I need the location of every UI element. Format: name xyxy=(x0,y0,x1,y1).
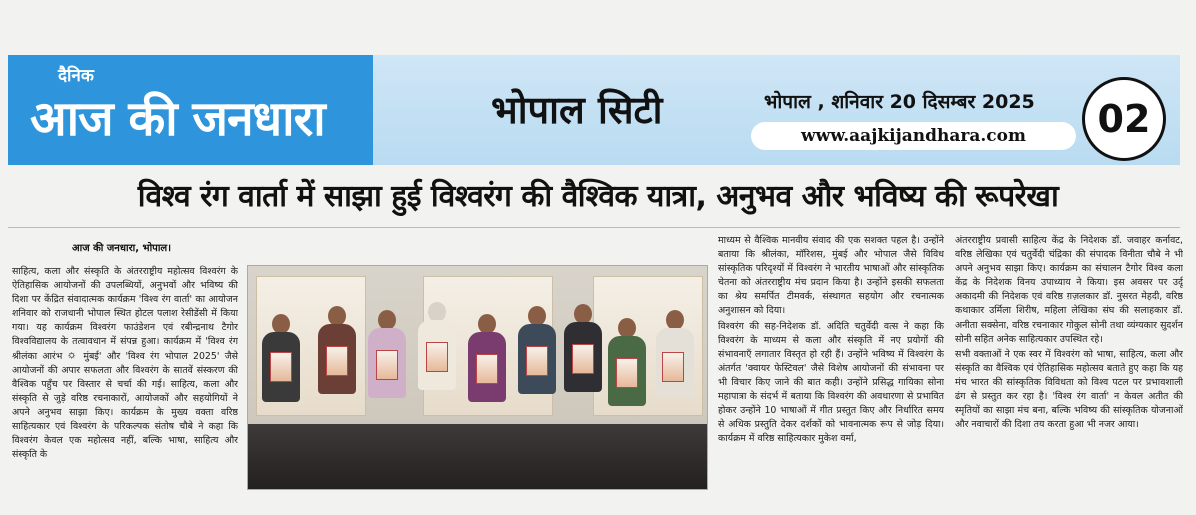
article-column-right xyxy=(955,234,1183,494)
book-cover xyxy=(426,342,448,372)
paragraph: साहित्य, कला और संस्कृति के अंतरराष्ट्रीय महोत्सव विश्वरंग के ऐतिहासिक आयोजनों की उपलब्धियों, अनुभवों और भविष्य की दिशा पर केंद्रित संवादात्मक कार्यक्रम 'विश्व रंग वार्ता' का आयोजन शनिवार को राजधानी भोपाल स्थित होटल पलाश रेसीडेंसी में किया गया। यह कार्यक्रम विश्वरंग फाउंडेशन एवं रबीन्द्रनाथ टैगोर विश्वविद्यालय के तत्वावधान में संपन्न हुआ। कार्यक्रम में 'विश्व रंग श्रीलंका आरंभ 🌣 मुंबई' और 'विश्व रंग भोपाल 2025' जैसे आयोजनों की अपार सफलता और विश्वरंग के सातवें संस्करण की वैश्विक पहुँच पर विस्तार से चर्चा की गई। साहित्य, कला और संस्कृति से जुड़े वरिष्ठ रचनाकारों, आयोजकों और सहयोगियों ने अपने अनुभव साझा किए। कार्यक्रम के मुख्य वक्ता वरिष्ठ साहित्यकार एवं विश्वरंग के परिकल्पक संतोष चौबे ने कहा कि विश्वरंग केवल एक महोत्सव नहीं, बल्कि भाषा, साहित्य और संस्कृति के xyxy=(12,266,238,461)
brand-name: आज की जनधारा xyxy=(30,91,325,147)
brand-daily-label: दैनिक xyxy=(58,66,94,86)
headline: विश्व रंग वार्ता में साझा हुई विश्वरंग की वैश्विक यात्रा, अनुभव और भविष्य की रूपरेखा xyxy=(137,179,1059,214)
book-cover xyxy=(526,346,548,376)
paragraph: अंतरराष्ट्रीय प्रवासी साहित्य केंद्र के निदेशक डॉ. जवाहर कर्नावट, वरिष्ठ लेखिका एवं चतुर्वेदी चंद्रिका की संपादक विनीता चौबे ने भी अपने अनुभव साझा किए। कार्यक्रम का संचालन टैगोर विश्व कला केंद्र के निदेशक विनय उपाध्याय ने किया। इस अवसर पर उर्दू अकादमी की निदेशक एवं वरिष्ठ ग़ज़लकार डॉ. नुसरत मेहदी, वरिष्ठ कथाकार उर्मिला शिरीष, महिला लेखिका संघ की सलाहकार डॉ. अनीता सक्सेना, वरिष्ठ रचनाकार गोकुल सोनी तथा व्यंग्यकार सुदर्शन सोनी सहित अनेक साहित्यकार उपस्थित रहे। xyxy=(955,235,1183,345)
website-url[interactable]: www.aajkijandhara.com xyxy=(751,122,1076,150)
paragraph: सभी वक्ताओं ने एक स्वर में विश्वरंग को भाषा, साहित्य, कला और संस्कृति का वैश्विक एवं ऐतिहासिक महोत्सव बताते हुए कहा कि यह मंच भारत की सांस्कृतिक विविधता को विश्व पटल पर प्रभावशाली ढंग से प्रस्तुत कर रहा है। 'विश्व रंग वार्ता' न केवल अतीत की स्मृतियों का साझा मंच बना, बल्कि भविष्य की सांस्कृतिक योजनाओं और नवाचारों की दिशा तय करता हुआ भी नजर आया। xyxy=(955,348,1183,431)
book-cover xyxy=(616,358,638,388)
event-photo xyxy=(247,265,708,490)
paragraph: माध्यम से वैश्विक मानवीय संवाद की एक सशक्त पहल है। उन्होंने बताया कि श्रीलंका, मॉरिशस, मुंबई और भोपाल जैसे विविध सांस्कृतिक परिदृश्यों में विश्वरंग ने भारतीय भाषाओं और सांस्कृतिक चेतना को अंतरराष्ट्रीय मंच प्रदान किया है। उन्होंने इसकी सफलता का श्रेय समर्पित टीमवर्क, संस्थागत सहयोग और रचनात्मक अनुशासन को दिया। xyxy=(718,235,944,317)
page-number: 02 xyxy=(1082,77,1166,161)
book-cover xyxy=(376,350,398,380)
book-cover xyxy=(476,354,498,384)
dateline: भोपाल , शनिवार 20 दिसम्बर 2025 xyxy=(764,91,1035,113)
section-title: भोपाल सिटी xyxy=(491,88,663,132)
article-column-left xyxy=(12,265,238,515)
stage-table xyxy=(248,424,708,490)
byline: आज की जनधारा, भोपाल। xyxy=(72,243,172,254)
divider xyxy=(8,227,1180,228)
book-cover xyxy=(326,346,348,376)
book-cover xyxy=(270,352,292,382)
masthead xyxy=(8,55,1180,165)
book-cover xyxy=(572,344,594,374)
book-cover xyxy=(662,352,684,382)
brand-logo xyxy=(8,55,373,165)
article-column-middle xyxy=(718,234,944,494)
paragraph: विश्वरंग की सह-निदेशक डॉ. अदिति चतुर्वेदी वत्स ने कहा कि विश्वरंग के माध्यम से कला और संस्कृति में नए प्रयोगों की संभावनाएँ लगातार विस्तृत हो रही हैं। उन्होंने भविष्य में विश्वरंग के अंतर्गत 'क्वायर फेस्टिवल' जैसे विशेष आयोजनों की संभावना पर भी विचार किए जाने की बात कही। उन्होंने प्रसिद्ध गायिका सोना महापात्रा के संदर्भ में बताया कि विश्वरंग की अवधारणा से प्रभावित होकर उन्होंने 10 भाषाओं में गीत प्रस्तुत किए और निर्धारित समय से अधिक प्रस्तुति देकर दर्शकों को भावनात्मक रूप से जोड़ दिया। कार्यक्रम में वरिष्ठ साहित्यकार मुकेश वर्मा, xyxy=(718,320,944,445)
